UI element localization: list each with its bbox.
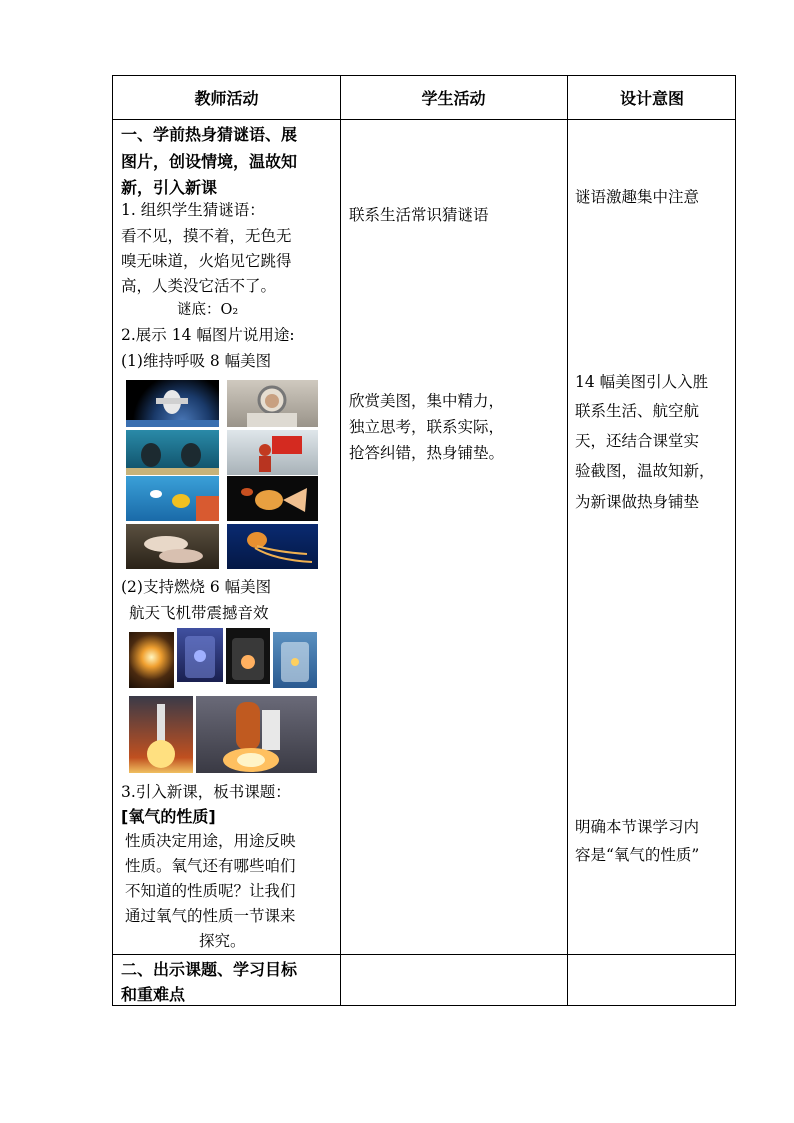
riddle-line-2: 嗅无味道，火焰见它跳得 [121, 252, 292, 270]
jar-sparkle-photo [226, 628, 270, 684]
header-teacher-activity: 教师活动 [194, 89, 259, 108]
column-divider-2 [567, 76, 568, 1005]
column-divider-1 [340, 76, 341, 1005]
student-activity-2-line-3: 抢答纠错，热身铺垫。 [349, 444, 505, 462]
intent-3-line-2: 容是“氧气的性质” [575, 846, 700, 864]
step3-line-1: 性质决定用途，用途反映 [125, 832, 296, 850]
header-student-activity: 学生活动 [421, 89, 486, 108]
student-activity-1: 联系生活常识猜谜语 [349, 206, 489, 224]
female-astronaut-photo [227, 380, 318, 427]
intent-2-line-1: 14 幅美图引人入胜 [575, 373, 709, 391]
step3-line-2: 性质。氧气还有哪些咱们 [125, 857, 296, 875]
scuba-divers-photo [126, 430, 219, 475]
tropical-fish-photo [126, 476, 219, 521]
section2-title-line-2: 和重难点 [121, 985, 186, 1004]
section1-title-line-3: 新，引入新课 [121, 178, 218, 197]
step1-title: 1. 组织学生猜谜语： [121, 201, 265, 219]
rocket-launch-photo [129, 696, 193, 773]
intent-2-line-3: 天，还结合课堂实 [575, 432, 700, 450]
riddle-line-3: 高，人类没它活不了。 [121, 277, 277, 295]
step2-title: 2.展示 14 幅图片说用途: [121, 326, 295, 344]
riddle-answer: 谜底：O₂ [177, 302, 239, 318]
step3-line-4: 通过氧气的性质一节课来 [125, 907, 296, 925]
jar-candle-photo [273, 632, 317, 688]
lesson-topic: [氧气的性质] [121, 807, 216, 826]
space-shuttle-photo [196, 696, 317, 773]
riddle-line-1: 看不见，摸不着，无色无 [121, 227, 292, 245]
astronaut-spacewalk-photo [126, 380, 219, 427]
mountaineer-flag-photo [227, 430, 318, 475]
jellyfish-photo [227, 524, 318, 569]
header-row-divider [113, 119, 735, 120]
lesson-plan-table [112, 75, 736, 1006]
section1-title-line-2: 图片，创设情境，温故知 [121, 152, 298, 171]
goldfish-photo [227, 476, 318, 521]
fish-pair-photo [126, 524, 219, 569]
student-activity-2-line-1: 欣赏美图，集中精力， [349, 392, 505, 410]
section2-title-line-1: 二、出示课题、学习目标 [121, 960, 298, 979]
step3-line-3: 不知道的性质呢？让我们 [125, 882, 296, 900]
intent-2-line-4: 验截图，温故知新， [575, 462, 715, 480]
intent-2-line-2: 联系生活、航空航 [575, 402, 700, 420]
sub1-title: (1)维持呼吸 8 幅美图 [121, 352, 272, 370]
header-design-intent: 设计意图 [619, 89, 684, 108]
sub2-note: 航天飞机带震撼音效 [129, 604, 269, 622]
intent-1: 谜语激趣集中注意 [575, 188, 700, 206]
step3-title: 3.引入新课，板书课题： [121, 783, 291, 801]
sub2-title: (2)支持燃烧 6 幅美图 [121, 578, 272, 596]
student-activity-2-line-2: 独立思考，联系实际， [349, 418, 505, 436]
intent-3-line-1: 明确本节课学习内 [575, 818, 700, 836]
intent-2-line-5: 为新课做热身铺垫 [575, 493, 700, 511]
lantern-flame-photo [129, 632, 174, 688]
step3-line-5: 探究。 [199, 932, 246, 950]
jar-blue-flame-photo [177, 628, 223, 682]
section1-title-line-1: 一、学前热身猜谜语、展 [121, 125, 298, 144]
